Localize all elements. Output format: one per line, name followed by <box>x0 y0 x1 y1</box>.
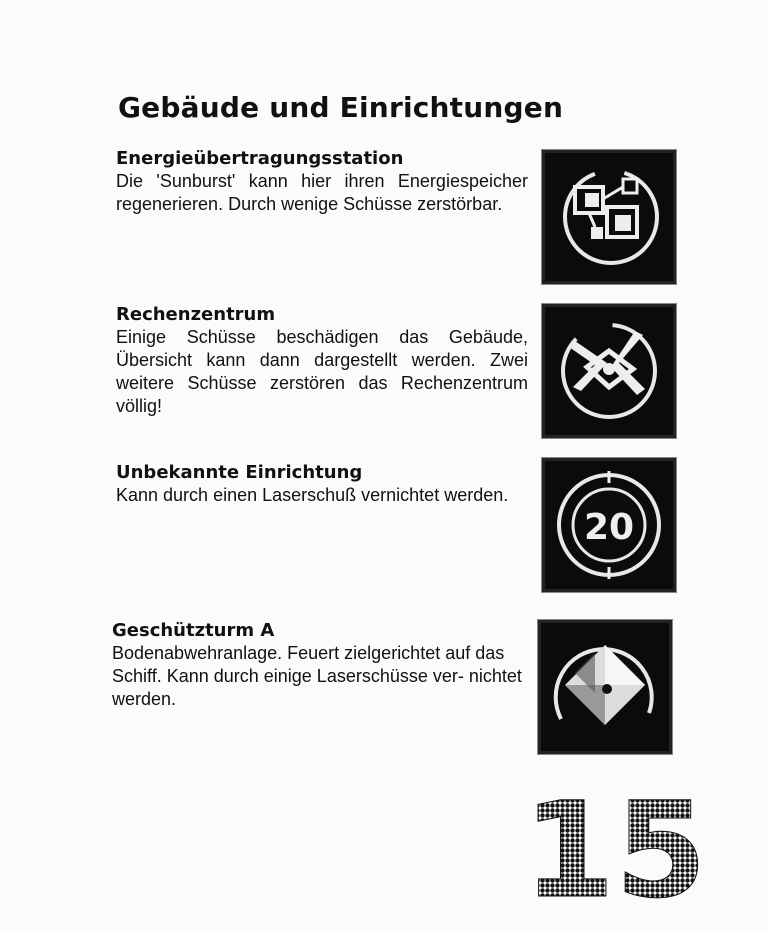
unknown-facility-icon <box>542 458 676 592</box>
page-title: Gebäude und Einrichtungen <box>118 91 564 124</box>
energy-station-icon <box>542 150 676 284</box>
entry-heading: Unbekannte Einrichtung <box>116 462 363 483</box>
computer-center-icon <box>542 304 676 438</box>
entry-text: Bodenabwehranlage. Feuert zielgerichtet auf das Schiff. Kann durch einige Laserschüsse ver- nichtet werden. <box>112 643 522 709</box>
entry-heading: Energieübertragungsstation <box>116 148 404 169</box>
entry-computer-center <box>116 304 528 418</box>
entry-heading: Geschützturm A <box>112 620 275 641</box>
entry-text: Einige Schüsse beschädigen das Gebäude, Übersicht kann dann dargestellt werden. Zwei weitere Schüsse zerstören das Rechenzentrum völlig! <box>116 327 528 416</box>
gun-turret-icon <box>538 620 672 754</box>
page-number-text: 15 <box>523 774 707 928</box>
entry-heading: Rechenzentrum <box>116 304 276 325</box>
entry-gun-turret <box>112 620 524 711</box>
entry-energy-station <box>116 148 528 216</box>
page-number <box>523 774 707 928</box>
entry-unknown-facility <box>116 462 528 507</box>
icon-glyph-text: 20 <box>583 507 635 548</box>
entry-text: Kann durch einen Laserschuß vernichtet werden. <box>116 485 509 505</box>
entry-text: Die 'Sunburst' kann hier ihren Energiespeicher regenerieren. Durch wenige Schüsse zerstörbar. <box>116 171 528 214</box>
